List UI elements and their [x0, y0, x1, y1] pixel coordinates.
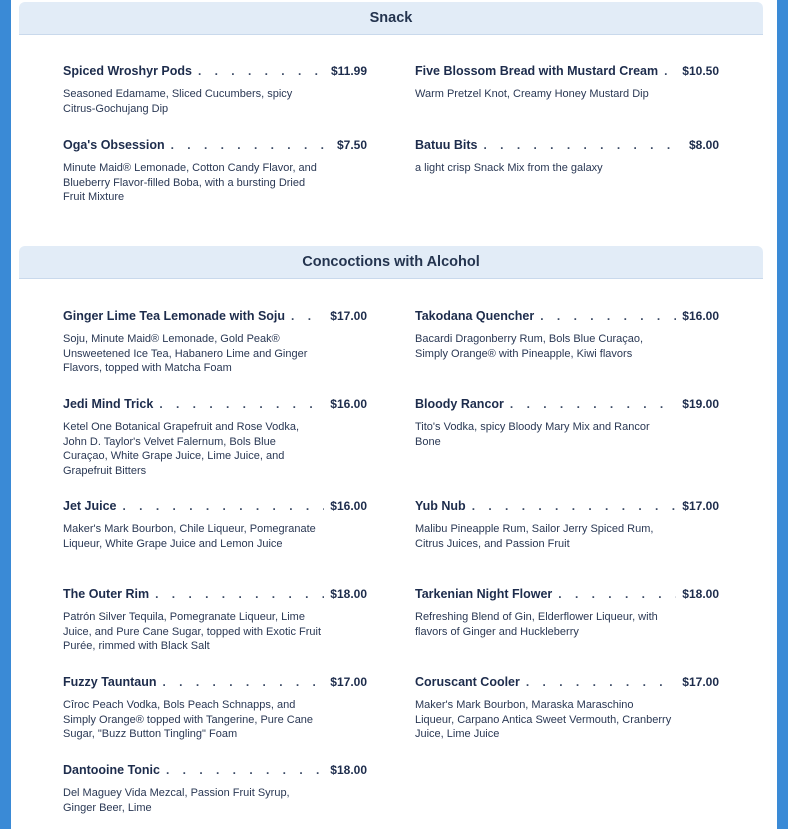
item-description: Seasoned Edamame, Sliced Cucumbers, spicy Citrus-Gochujang Dip: [63, 88, 293, 115]
item-name: Dantooine Tonic: [63, 763, 160, 777]
item-price: $16.00: [330, 397, 367, 411]
menu-item: [63, 138, 367, 205]
item-description: Maker's Mark Bourbon, Maraska Maraschino Liqueur, Carpano Antica Sweet Vermouth, Cranberry Juice, Lime Juice: [415, 699, 672, 740]
menu-item: [415, 138, 719, 176]
item-name: Bloody Rancor: [415, 397, 504, 411]
dot-leader: [526, 677, 676, 687]
item-description: Bacardi Dragonberry Rum, Bols Blue Curaçao, Simply Orange® with Pineapple, Kiwi flavors: [415, 333, 644, 360]
dot-leader: [155, 589, 324, 599]
menu-item: [415, 309, 719, 361]
item-description: Ketel One Botanical Grapefruit and Rose Vodka, John D. Taylor's Velvet Falernum, Bols Blue Curaçao, White Grape Juice, Lime Juice, and Grapefruit Bitters: [63, 421, 300, 477]
dot-leader: [558, 589, 676, 599]
item-name: Ginger Lime Tea Lemonade with Soju: [63, 309, 286, 323]
menu-item: [63, 309, 367, 376]
dot-leader: [291, 311, 324, 321]
item-name: Jedi Mind Trick: [63, 397, 154, 411]
item-name: Yub Nub: [415, 499, 466, 513]
item-price: $18.00: [682, 587, 719, 601]
section-header-snack: Snack: [19, 2, 763, 35]
dot-leader: [540, 311, 676, 321]
item-price: $7.50: [336, 138, 367, 152]
item-description: Del Maguey Vida Mezcal, Passion Fruit Syrup, Ginger Beer, Lime: [63, 787, 290, 814]
dot-leader: [123, 501, 325, 511]
item-name: Five Blossom Bread with Mustard Cream: [415, 64, 659, 78]
menu-item: [63, 587, 367, 654]
item-name: Takodana Quencher: [415, 309, 535, 323]
section-header-concoctions: Concoctions with Alcohol: [19, 246, 763, 279]
item-price: $17.00: [682, 675, 719, 689]
menu-item: [63, 64, 367, 116]
item-name: Coruscant Cooler: [415, 675, 520, 689]
menu-item: [415, 587, 719, 639]
item-name: Oga's Obsession: [63, 138, 165, 152]
menu-item: [63, 675, 367, 742]
item-name: Spiced Wroshyr Pods: [63, 64, 192, 78]
dot-leader: [166, 765, 324, 775]
item-description: Minute Maid® Lemonade, Cotton Candy Flavor, and Blueberry Flavor-filled Boba, with a bursting Dried Fruit Mixture: [63, 162, 317, 203]
dot-leader: [664, 66, 676, 76]
item-price: $19.00: [682, 397, 719, 411]
item-description: Maker's Mark Bourbon, Chile Liqueur, Pomegranate Liqueur, White Grape Juice and Lemon Juice: [63, 523, 316, 550]
item-price: $17.00: [682, 499, 719, 513]
item-description: Tito's Vodka, spicy Bloody Mary Mix and Rancor Bone: [415, 421, 650, 448]
item-price: $18.00: [330, 587, 367, 601]
menu-item: [63, 397, 367, 478]
item-description: Refreshing Blend of Gin, Elderflower Liqueur, with flavors of Ginger and Huckleberry: [415, 611, 658, 638]
item-description: Warm Pretzel Knot, Creamy Honey Mustard Dip: [415, 88, 649, 100]
item-description: Cîroc Peach Vodka, Bols Peach Schnapps, and Simply Orange® topped with Tangerine, Pure Cane Sugar, "Buzz Button Tingling" Foam: [63, 699, 314, 740]
dot-leader: [484, 140, 683, 150]
menu-page: [11, 0, 777, 829]
dot-leader: [198, 66, 325, 76]
menu-item: [415, 675, 719, 742]
dot-leader: [159, 399, 324, 409]
item-price: $16.00: [682, 309, 719, 323]
dot-leader: [171, 140, 331, 150]
item-description: Malibu Pineapple Rum, Sailor Jerry Spiced Rum, Citrus Juices, and Passion Fruit: [415, 523, 654, 550]
item-name: Tarkenian Night Flower: [415, 587, 553, 601]
item-name: The Outer Rim: [63, 587, 150, 601]
item-price: $8.00: [688, 138, 719, 152]
item-price: $16.00: [330, 499, 367, 513]
item-description: Soju, Minute Maid® Lemonade, Gold Peak® Unsweetened Ice Tea, Habanero Lime and Ginger Flavors, topped with Matcha Foam: [63, 333, 308, 374]
item-name: Jet Juice: [63, 499, 117, 513]
item-name: Batuu Bits: [415, 138, 478, 152]
menu-item: [63, 763, 367, 815]
item-price: $17.00: [330, 309, 367, 323]
item-description: Patrón Silver Tequila, Pomegranate Liqueur, Lime Juice, and Pure Cane Sugar, topped with Exotic Fruit Purée, rimmed with Black Salt: [63, 611, 322, 652]
menu-item: [415, 397, 719, 449]
menu-item: [63, 499, 367, 551]
menu-item: [415, 64, 719, 102]
item-price: $11.99: [330, 64, 367, 78]
menu-item: [415, 499, 719, 551]
item-description: a light crisp Snack Mix from the galaxy: [415, 162, 603, 174]
item-price: $17.00: [330, 675, 367, 689]
dot-leader: [510, 399, 676, 409]
dot-leader: [472, 501, 677, 511]
item-name: Fuzzy Tauntaun: [63, 675, 157, 689]
item-price: $18.00: [330, 763, 367, 777]
dot-leader: [163, 677, 325, 687]
item-price: $10.50: [682, 64, 719, 78]
